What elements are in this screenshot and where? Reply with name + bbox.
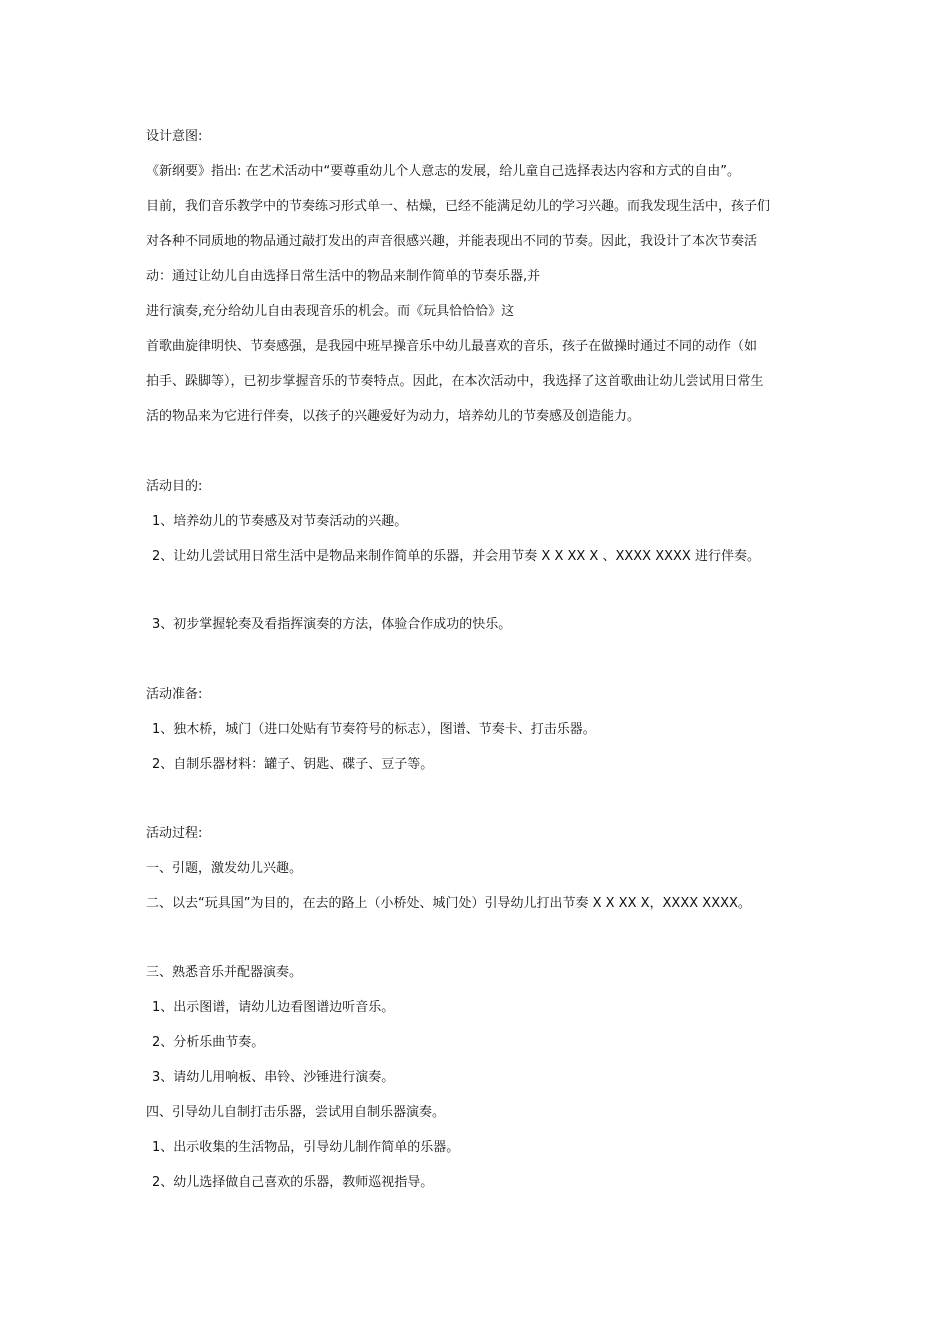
process-step: 一、引题，激发幼儿兴趣。 [146,861,303,876]
process-step: 二、以去“玩具国”为目的，在去的路上（小桥处、城门处）引导幼儿打出节奏 X X XX X，XXXX XXXX。 [146,896,751,911]
goal-item: 3、初步掌握轮奏及看指挥演奏的方法，体验合作成功的快乐。 [152,617,512,632]
process-substep: 1、出示收集的生活物品，引导幼儿制作简单的乐器。 [152,1140,460,1155]
process-substep: 2、分析乐曲节奏。 [152,1035,265,1050]
design-intent-line: 拍手、跺脚等），已初步掌握音乐的节奏特点。因此，在本次活动中，我选择了这首歌曲让幼儿尝试用日常生 [146,374,764,389]
preparation-item: 2、自制乐器材料：罐子、钥匙、碟子、豆子等。 [152,757,434,772]
process-step: 四、引导幼儿自制打击乐器，尝试用自制乐器演奏。 [146,1105,446,1120]
preparation-item: 1、独木桥，城门（进口处贴有节奏符号的标志），图谱、节奏卡、打击乐器。 [152,722,596,737]
process-heading: 活动过程: [146,826,203,841]
design-intent-line: 动：通过让幼儿自由选择日常生活中的物品来制作简单的节奏乐器,并 [146,269,541,284]
goal-item: 2、让幼儿尝试用日常生活中是物品来制作简单的乐器，并会用节奏 X X XX X 、XXXX XXXX 进行伴奏。 [152,549,760,564]
design-intent-heading: 设计意图: [146,129,203,144]
process-substep: 1、出示图谱，请幼儿边看图谱边听音乐。 [152,1000,395,1015]
process-substep: 2、幼儿选择做自己喜欢的乐器，教师巡视指导。 [152,1175,434,1190]
goals-heading: 活动目的: [146,479,203,494]
design-intent-line: 首歌曲旋律明快、节奏感强，是我园中班早操音乐中幼儿最喜欢的音乐，孩子在做操时通过不同的动作（如 [146,339,758,354]
design-intent-line: 活的物品来为它进行伴奏，以孩子的兴趣爱好为动力，培养幼儿的节奏感及创造能力。 [146,409,641,424]
goal-item: 1、培养幼儿的节奏感及对节奏活动的兴趣。 [152,514,408,529]
design-intent-line: 进行演奏,充分给幼儿自由表现音乐的机会。而《玩具恰恰恰》这 [146,304,515,319]
process-substep: 3、请幼儿用响板、串铃、沙锤进行演奏。 [152,1070,395,1085]
design-intent-line: 目前，我们音乐教学中的节奏练习形式单一、枯燥，已经不能满足幼儿的学习兴趣。而我发现生活中，孩子们 [146,199,771,214]
process-step: 三、熟悉音乐并配器演奏。 [146,965,303,980]
design-intent-line: 《新纲要》指出: 在艺术活动中“要尊重幼儿个人意志的发展，给儿童自己选择表达内容和方式的自由”。 [146,164,740,179]
preparation-heading: 活动准备: [146,687,203,702]
design-intent-line: 对各种不同质地的物品通过敲打发出的声音很感兴趣，并能表现出不同的节奏。因此，我设计了本次节奏活 [146,234,758,249]
